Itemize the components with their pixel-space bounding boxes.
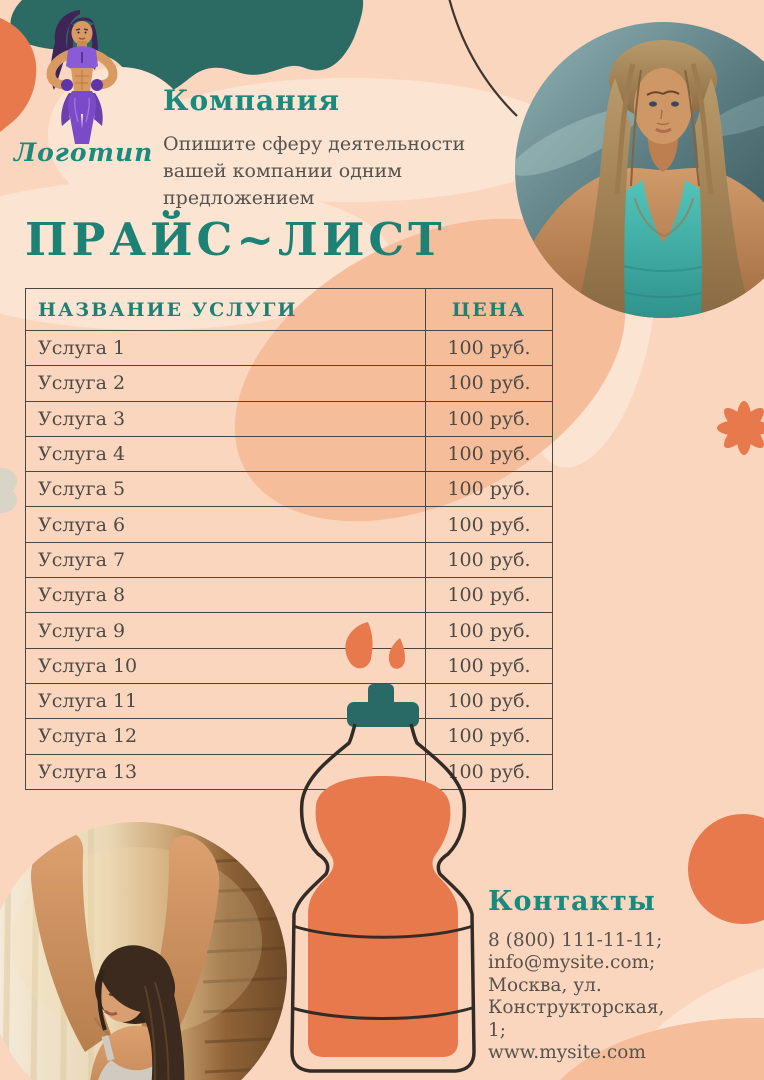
- service-name-cell: Услуга 6: [38, 513, 126, 536]
- price-cell: 100 руб.: [425, 684, 552, 718]
- service-name-cell: Услуга 2: [38, 372, 126, 395]
- contact-line: 8 (800) 111-11-11;: [488, 930, 663, 951]
- service-name-cell: Услуга 3: [38, 407, 126, 430]
- service-name-cell: Услуга 8: [38, 584, 126, 607]
- table-row: [26, 402, 552, 437]
- price-cell: 100 руб.: [425, 437, 552, 471]
- price-cell: 100 руб.: [425, 366, 552, 400]
- service-name-cell: Услуга 11: [38, 690, 138, 713]
- service-name-cell: Услуга 1: [38, 337, 126, 360]
- table-row: [26, 366, 552, 401]
- contact-lines: [488, 930, 750, 1064]
- price-cell: 100 руб.: [425, 578, 552, 612]
- price-cell: 100 руб.: [425, 507, 552, 541]
- contact-line: www.mysite.com: [488, 1042, 646, 1064]
- contacts-heading: Контакты: [488, 886, 656, 917]
- contact-line: 1;: [488, 1019, 507, 1041]
- price-cell: 100 руб.: [425, 543, 552, 577]
- price-cell: 100 руб.: [425, 613, 552, 647]
- service-name-cell: Услуга 4: [38, 443, 126, 466]
- service-column-header: НАЗВАНИЕ УСЛУГИ: [38, 298, 298, 321]
- table-row: [26, 507, 552, 542]
- price-cell: 100 руб.: [425, 402, 552, 436]
- table-header-row: [26, 289, 552, 331]
- service-name-cell: Услуга 13: [38, 760, 138, 783]
- table-row: [26, 437, 552, 472]
- service-name-cell: Услуга 10: [38, 654, 138, 677]
- contacts-section: [488, 886, 750, 1064]
- leaf-heart-shape: [0, 468, 17, 513]
- price-cell: 100 руб.: [425, 472, 552, 506]
- price-column-header: ЦЕНА: [425, 289, 552, 330]
- contact-line: Москва, ул. Конструкторская,: [488, 974, 665, 1019]
- table-row: [26, 543, 552, 578]
- company-description: Опишите сферу деятельности вашей компании одним предложением: [163, 133, 466, 209]
- page-title: ПРАЙС~ЛИСТ: [25, 213, 446, 266]
- logo-text: Логотип: [14, 138, 154, 167]
- table-row: [26, 331, 552, 366]
- logo-illustration-muscular-woman-icon: [26, 6, 138, 146]
- contact-line: info@mysite.com;: [488, 952, 656, 974]
- sport-bottle-illustration-icon: [270, 598, 500, 1080]
- company-heading: Компания: [163, 84, 341, 117]
- price-cell: 100 руб.: [425, 719, 552, 753]
- price-cell: 100 руб.: [425, 649, 552, 683]
- table-row: [26, 472, 552, 507]
- price-cell: 100 руб.: [425, 755, 552, 789]
- flower-icon: [717, 401, 764, 455]
- price-cell: 100 руб.: [425, 331, 552, 365]
- service-name-cell: Услуга 5: [38, 478, 126, 501]
- service-name-cell: Услуга 7: [38, 548, 126, 571]
- service-name-cell: Услуга 12: [38, 725, 138, 748]
- company-section: [163, 84, 503, 212]
- service-name-cell: Услуга 9: [38, 619, 126, 642]
